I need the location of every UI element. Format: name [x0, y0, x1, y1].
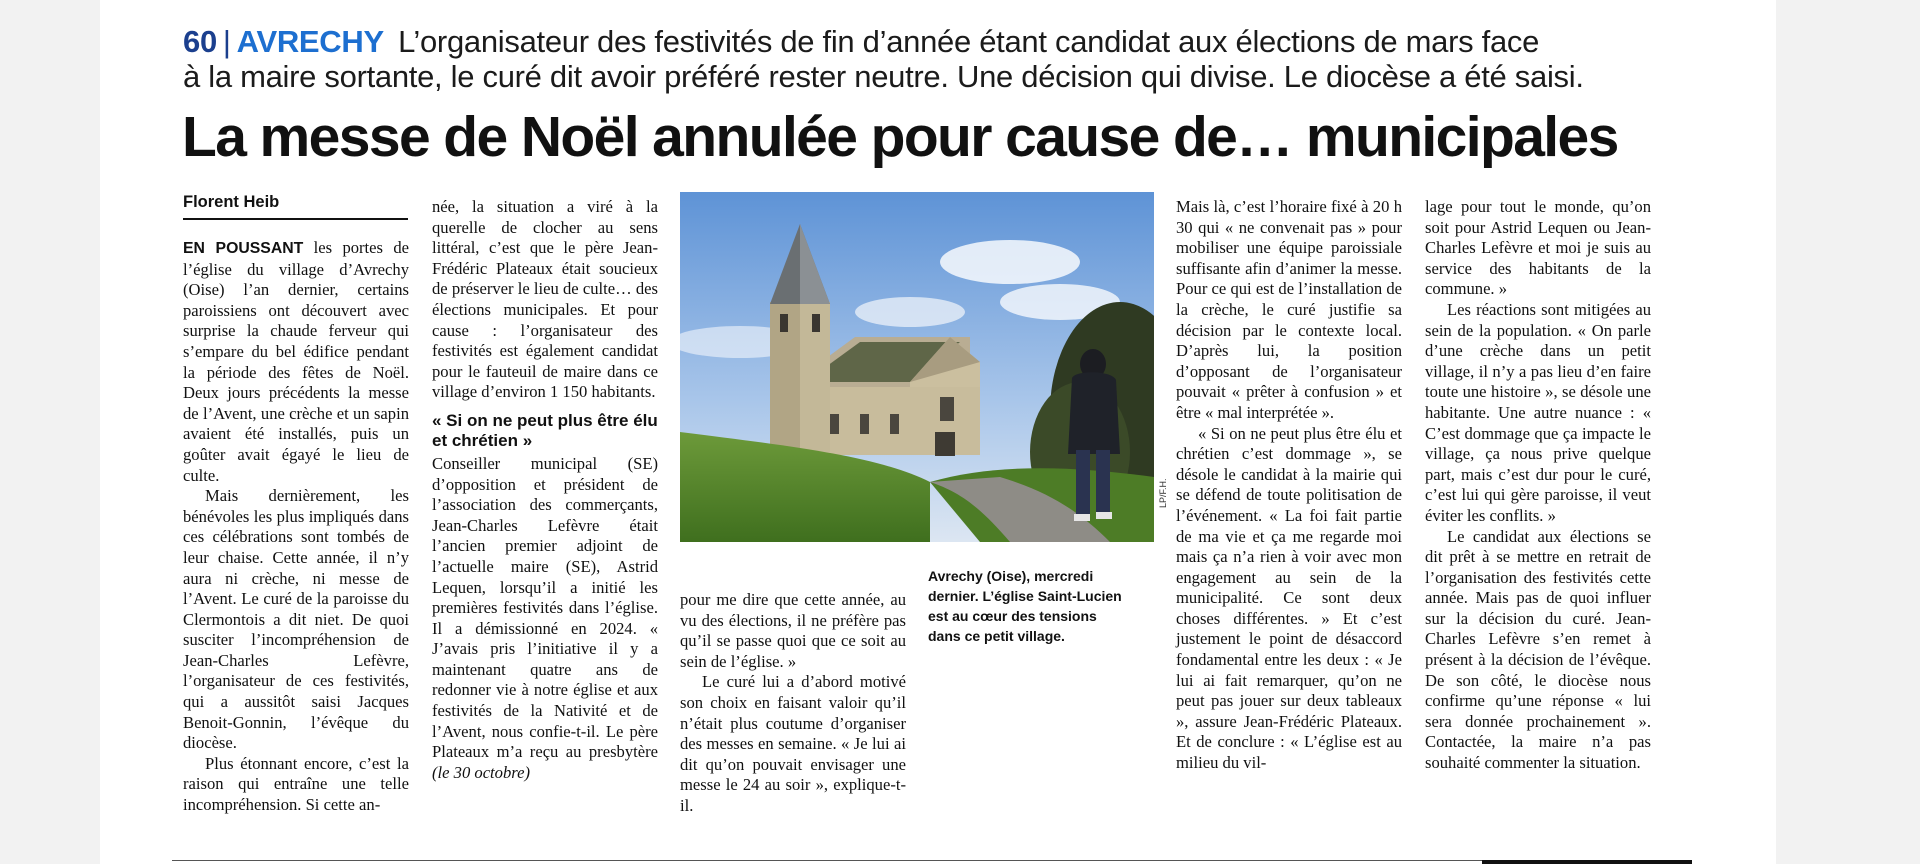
paragraph: lage pour tout le monde, qu’on soit pour Astrid Lequen ou Jean-Charles Lefèvre et moi je suis au service des habitants de la commune. » — [1425, 197, 1651, 299]
section-town: AVRECHY — [236, 24, 384, 59]
church-illustration — [680, 192, 1154, 542]
paragraph: Conseiller municipal (SE) d’opposition et président de l’association des commerçants, Jean-Charles Lefèvre était l’ancien premier adjoint de l’actuelle maire (SE), Astrid Lequen, lorsqu’il a initié les premières festivités dans l’église. Il a démissionné en 2024. « J’avais pris l’initiative il y a maintenant quatre ans de redonner vie à notre église et aux festivités de la Nativité et de l’Avent, nous confie-t-il. Le père Plateaux m’a reçu au presbytère (le 30 octobre) — [432, 453, 658, 782]
paragraph: Le candidat aux élections se dit prêt à se mettre en retrait de l’organisation des festivités cette année. Mais pas de quoi influer sur la décision du curé. Jean-Charles Lefèvre s’en remet à présent à la décision de l’évêque. De son côté, le diocèse nous confirme qu’une réponse « lui sera donnée prochainement ». Contactée, la maire n’a pas souhaité commenter la situation. — [1425, 526, 1651, 773]
paragraph: Mais dernièrement, les bénévoles les plus impliqués dans ces célébrations sont tombés de leur chaise. Cette année, il n’y aura ni crèche, ni messe de l’Avent. Le curé de la paroisse du Clermontois a dit niet. De quoi susciter l’incompréhension de Jean-Charles Lefèvre, l’organisateur de ces festivités, qui a aussitôt saisi Jacques Benoit-Gonnin, l’évêque du diocèse. — [183, 486, 409, 753]
article-column-3 — [680, 590, 906, 817]
photo-caption: Avrechy (Oise), mercredi dernier. L’église Saint-Lucien est au cœur des tensions dans ce petit village. — [928, 568, 1122, 644]
kicker-separator: | — [222, 24, 231, 59]
paragraph: pour me dire que cette année, au vu des élections, il ne préfère pas qu’il se passe quoi que ce soit au sein de l’église. » — [680, 590, 906, 671]
paragraph: née, la situation a viré à la querelle de clocher au sens littéral, c’est que le père Jean-Frédéric Plateaux était soucieux de préserver le lieu de culte… des élections municipales. Et pour cause : l’organisateur des festivités est également candidat pour le fauteuil de maire dans ce village d’environ 1 150 habitants. — [432, 197, 658, 402]
paragraph: Plus étonnant encore, c’est la raison qui entraîne une telle incompréhension. Si cette an- — [183, 753, 409, 815]
article-column-1 — [183, 238, 409, 816]
paragraph: « Si on ne peut plus être élu et chrétien c’est dommage », se désole le candidat à la mairie qui se défend de toute politisation de l’événement. « La foi fait partie de ma vie et ça me regarde moi mais ça n’a rien à voir avec mon engagement au sein de la municipalité. Ce sont deux choses différentes. » Et c’est justement le point de désaccord fondamental entre les deux : « Je lui ai fait remarquer, qu’on ne peut pas jouer sur deux tableaux », assure Jean-Frédéric Plateaux. Et de conclure : « L’église est au milieu du vil- — [1176, 423, 1402, 773]
paragraph: Les réactions sont mitigées au sein de la population. « On parle d’une crèche dans un petit village, il n’y a pas lieu d’en faire toute une histoire », se désole une habitante. Une autre nuance : « C’est dommage que ça impacte le village, ça nous prive quelque part, mais c’est dur pour le curé, c’est lui qui gère paroisse, il veut éviter les conflits. » — [1425, 299, 1651, 525]
church-photo — [680, 192, 1154, 542]
page-number: 60 — [183, 24, 217, 59]
paragraph: Mais là, c’est l’horaire fixé à 20 h 30 qui « ne convenait pas » pour mobiliser une équipe paroissiale suffisante afin d’animer la messe. Pour ce qui est de l’installation de la crèche, le curé justifie sa décision par le contexte local. D’après lui, la position d’opposant de l’organisateur pouvait « prêter à confusion » et être « mal interprétée ». — [1176, 197, 1402, 422]
paragraph: EN POUSSANT les portes de l’église du village d’Avrechy (Oise) l’an dernier, certains paroissiens ont découvert avec surprise la chaude ferveur qui s’empare du bel édifice pendant la période des fêtes de Noël. Deux jours précédents la messe de l’Avent, une crèche et un sapin avaient été installés, puis un goûter avait égayé le lieu de culte. — [183, 238, 410, 485]
subheading: « Si on ne peut plus être élu et chrétien » — [432, 410, 658, 450]
photo-credit: LP/F.H. — [1158, 478, 1168, 508]
headline: La messe de Noël annulée pour cause de… municipales — [182, 105, 1618, 169]
paragraph: Le curé lui a d’abord motivé son choix en faisant valoir qu’il n’était plus coutume d’organiser des messes en semaine. « Je lui ai dit qu’on pouvait envisager une messe le 24 au soir », explique-t-il. — [680, 672, 906, 815]
article-column-2 — [432, 197, 658, 783]
article-column-4 — [1176, 197, 1402, 774]
newspaper-page — [100, 0, 1776, 864]
byline: Florent Heib — [183, 193, 408, 220]
article-column-5 — [1425, 197, 1651, 774]
kicker-line-2: à la maire sortante, le curé dit avoir préféré rester neutre. Une décision qui divise. Le diocèse a été saisi. — [183, 59, 1584, 94]
lead-in: EN POUSSANT — [183, 240, 304, 257]
kicker-line-1: L’organisateur des festivités de fin d’année étant candidat aux élections de mars face — [398, 24, 1540, 59]
bottom-rule — [172, 860, 1692, 864]
bottom-rule-accent — [1482, 860, 1692, 864]
kicker — [183, 24, 1743, 94]
